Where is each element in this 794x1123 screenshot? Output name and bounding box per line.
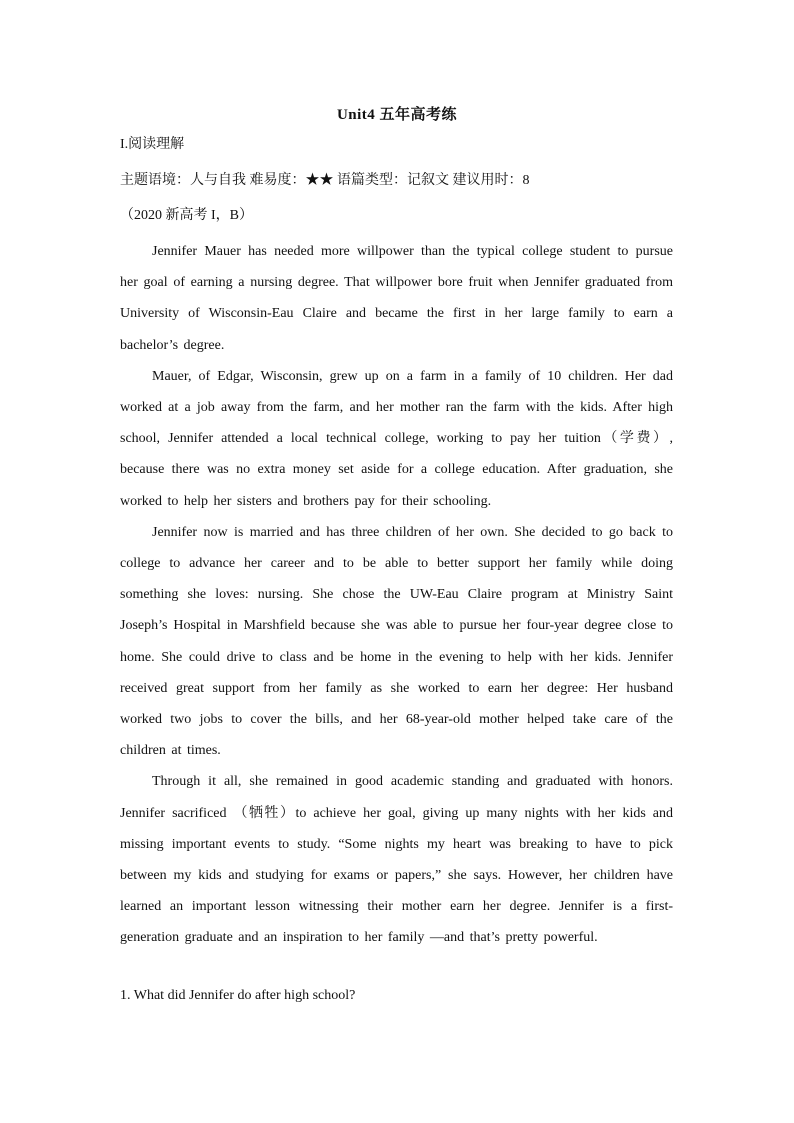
section-heading: I.阅读理解	[120, 137, 185, 152]
paragraph-2: Mauer, of Edgar, Wisconsin, grew up on a farm in a family of 10 children. Her dad worked at a job away from the farm, and her mother ran the farm with the kids. After high school, Jennifer attended a local technical college, working to pay her tuition（学费）, because there was no extra money set aside for a college education. After graduation, she worked to help her sisters and brothers pay for their schooling.	[120, 368, 673, 509]
paragraph-1: Jennifer Mauer has needed more willpower than the typical college student to pursue her goal of earning a nursing degree. That willpower bore fruit when Jennifer graduated from University of Wisconsin-Eau Claire and became the first in her large family to earn a bachelor’s degree.	[120, 244, 673, 353]
reading-passage	[120, 236, 673, 954]
passage-meta: 主题语境：人与自我 难易度：★★ 语篇类型：记叙文 建议用时：8	[120, 173, 530, 188]
paragraph-4: Through it all, she remained in good academic standing and graduated with honors. Jennifer sacrificed （牺牲）to achieve her goal, giving up many nights with her kids and missing important events to study. “Some nights my heart was breaking to have to pick between my kids and studying for exams or papers,” she says. However, her children have learned an important lesson witnessing their mother earn her degree. Jennifer is a first-generation graduate and an inspiration to her family —and that’s pretty powerful.	[120, 774, 673, 946]
paragraph-3: Jennifer now is married and has three children of her own. She decided to go back to college to advance her career and to be able to better support her family while doing something she loves: nursing. She chose the UW-Eau Claire program at Ministry Saint Joseph’s Hospital in Marshfield because she was able to pursue her four-year degree close to home. She could drive to class and be home in the evening to help with her kids. Jennifer received great support from her family as she worked to earn her degree: Her husband worked two jobs to cover the bills, and her 68-year-old mother helped take care of the children at times.	[120, 524, 673, 759]
passage-source: （2020 新高考 I，B）	[120, 208, 253, 223]
question-1: 1. What did Jennifer do after high school?	[120, 988, 356, 1003]
page-title: Unit4 五年高考练	[336, 107, 458, 123]
